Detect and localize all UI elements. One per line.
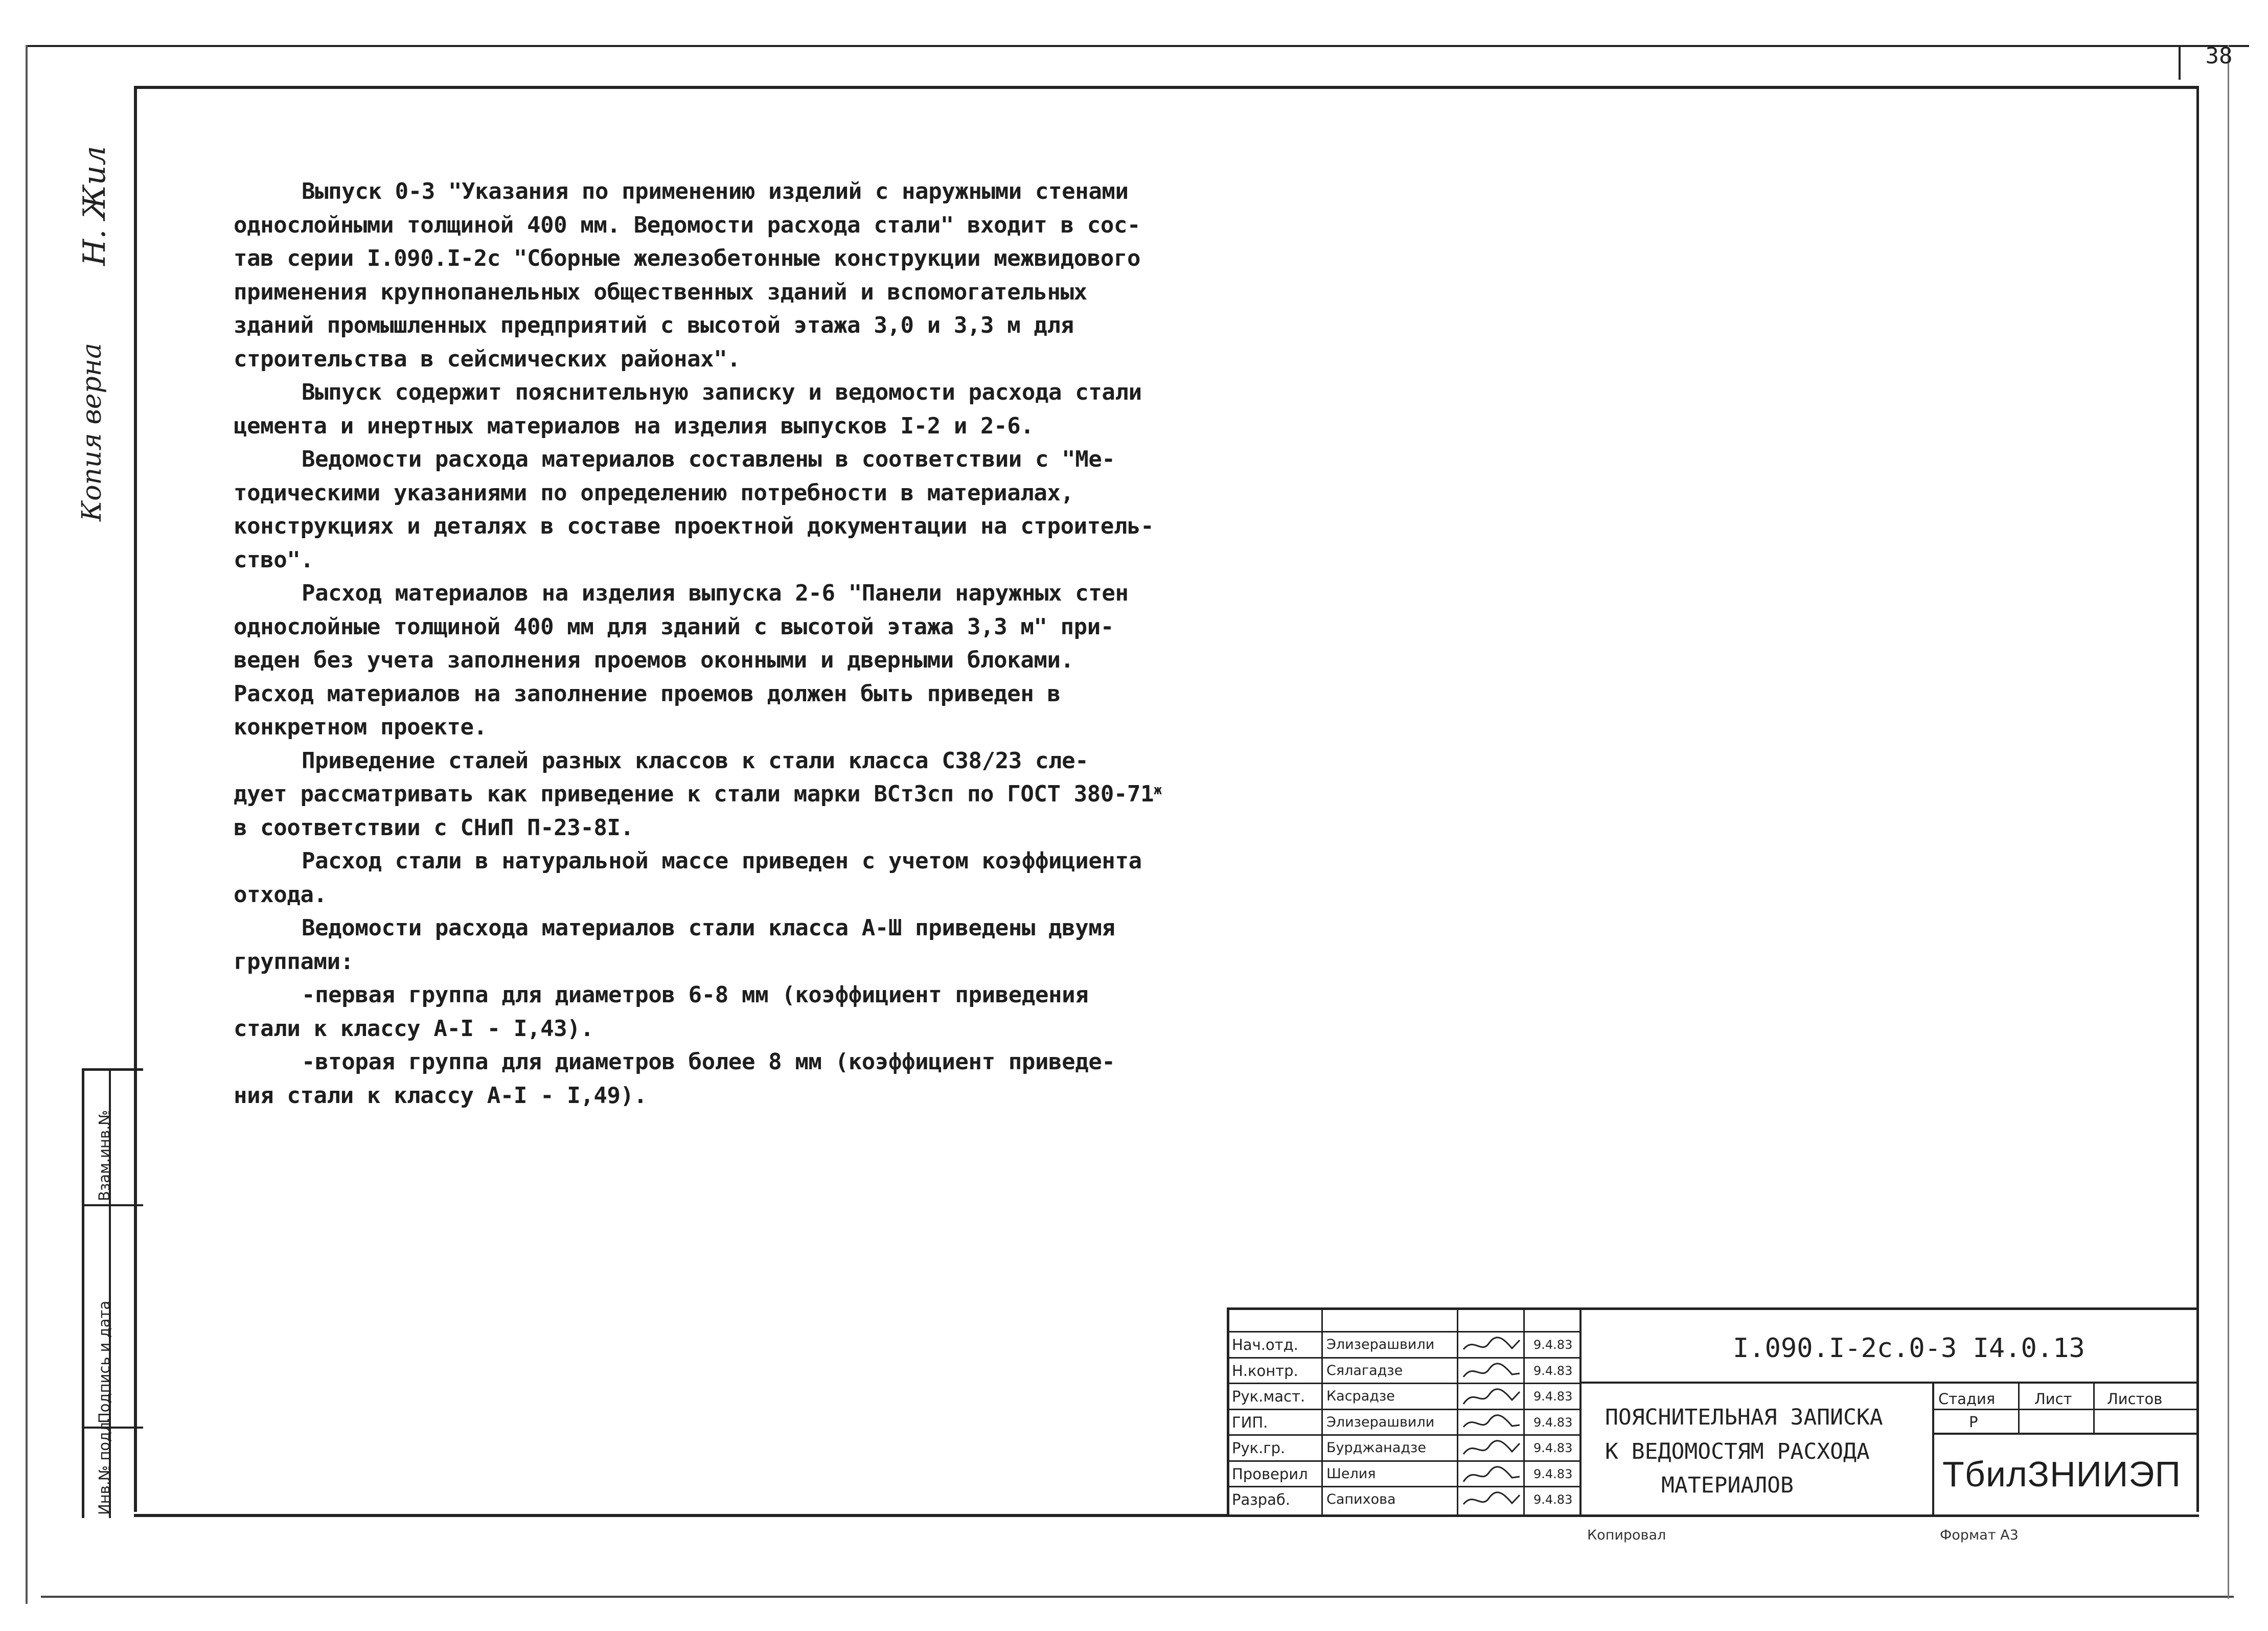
staff-role: Разраб. <box>1232 1491 1290 1508</box>
outer-frame-top <box>26 45 2249 47</box>
staff-date: 9.4.83 <box>1533 1338 1573 1352</box>
staff-date: 9.4.83 <box>1533 1492 1573 1507</box>
staff-date: 9.4.83 <box>1533 1441 1573 1455</box>
tb-title-sep <box>1932 1384 1934 1514</box>
tb-stage-col1 <box>2018 1384 2020 1433</box>
text-line: отхода. <box>234 881 327 908</box>
staff-row-line <box>1227 1357 1582 1359</box>
page-number-divider <box>2179 47 2181 80</box>
signature-scribble <box>1461 1386 1522 1409</box>
staff-role: Рук.маст. <box>1232 1388 1305 1405</box>
staff-row-line <box>1227 1486 1582 1487</box>
text-line: тодическими указаниями по определению потребности в материалах, <box>234 479 1074 506</box>
side-cell-original <box>84 1417 143 1518</box>
staff-name: Элизерашвили <box>1326 1337 1435 1352</box>
signature-scribble <box>1461 1437 1522 1461</box>
text-line: зданий промышленных предприятий с высотой этажа 3,0 и 3,3 м для <box>234 312 1074 338</box>
format-label: Формат А3 <box>1940 1527 2019 1543</box>
staff-name: Бурджанадзе <box>1326 1440 1427 1456</box>
staff-role: ГИП. <box>1232 1413 1268 1431</box>
text-line: ния стали к классу А-I - I,49). <box>234 1082 647 1109</box>
staff-date: 9.4.83 <box>1533 1389 1573 1404</box>
tb-stage-sep <box>1934 1433 2199 1435</box>
text-line: Ведомости расхода материалов стали класса А-Ш приведены двумя <box>302 915 1115 941</box>
staff-role: Рук.гр. <box>1232 1439 1286 1457</box>
text-line: тав серии I.090.I-2с "Сборные железобетонные конструкции межвидового <box>234 245 1141 271</box>
frame-bottom-line <box>134 1514 1229 1517</box>
staff-date: 9.4.83 <box>1533 1363 1573 1378</box>
signature-scribble <box>1461 1489 1522 1512</box>
text-line: -первая группа для диаметров 6-8 мм (коэффициент приведения <box>302 982 1089 1008</box>
outer-frame-right <box>2228 45 2229 1599</box>
margin-signature-2: Копия верна <box>77 342 107 521</box>
tb-stage-col2 <box>2093 1384 2095 1433</box>
staff-role: Н.контр. <box>1232 1362 1298 1380</box>
staff-name: Сялагадзе <box>1326 1362 1403 1379</box>
signature-scribble <box>1461 1463 1522 1487</box>
text-line: строительства в сейсмических районах". <box>234 346 741 372</box>
text-line: Ведомости расхода материалов составлены в соответствии с "Ме- <box>302 446 1115 472</box>
staff-role: Нач.отд. <box>1232 1336 1298 1353</box>
tb-bottom <box>1227 1514 2199 1517</box>
text-line: -вторая группа для диаметров более 8 мм (коэффициент приведе- <box>302 1049 1115 1075</box>
tb-stage-header-sep <box>1934 1409 2199 1410</box>
staff-name: Касрадзе <box>1326 1388 1395 1404</box>
signature-date-label: Подпись и дата <box>96 1300 113 1423</box>
text-line: Расход стали в натуральной массе приведен с учетом коэффициента <box>302 848 1142 874</box>
staff-row-line <box>1227 1460 1582 1462</box>
staff-date: 9.4.83 <box>1533 1415 1573 1430</box>
staff-row-line <box>1227 1331 1582 1333</box>
page-number: 38 <box>2205 43 2233 69</box>
organization-name: ТбилЗНИИЭП <box>1942 1454 2181 1494</box>
stage-value: Р <box>1969 1413 1978 1431</box>
text-line: конструкциях и деталях в составе проектной документации на строитель- <box>234 513 1154 539</box>
staff-name: Шелия <box>1326 1465 1376 1482</box>
copied-label: Копировал <box>1587 1527 1666 1543</box>
signature-scribble <box>1461 1334 1522 1358</box>
staff-row-line <box>1227 1409 1582 1410</box>
tb-top <box>1227 1307 2199 1310</box>
text-line: Выпуск 0-3 "Указания по применению изделий с наружными стенами <box>302 178 1129 204</box>
text-line: однослойные толщиной 400 мм для зданий с высотой этажа 3,3 м" при- <box>234 613 1114 640</box>
staff-name: Элизерашвили <box>1326 1414 1435 1430</box>
side-cell-signature <box>84 1206 143 1429</box>
tb-designation-sep <box>1582 1382 2199 1384</box>
text-line: дует рассматривать как приведение к стали марки ВСт3сп по ГОСТ $380-71^ж$ <box>234 781 1162 807</box>
text-line: группами: <box>234 948 354 975</box>
signature-scribble <box>1461 1360 1522 1384</box>
staff-row-line <box>1227 1434 1582 1436</box>
text-line: однослойными толщиной 400 мм. Ведомости расхода стали" входит в сос- <box>234 212 1141 238</box>
staff-name: Сапихова <box>1326 1491 1396 1507</box>
text-line: ство". <box>234 546 314 573</box>
text-line: Расход материалов на изделия выпуска 2-6 "Панели наружных стен <box>302 580 1129 606</box>
explanatory-note-text <box>234 175 1235 1112</box>
text-line: в соответствии с СНиП П-23-8I. <box>234 814 634 841</box>
staff-role: Проверил <box>1232 1465 1308 1483</box>
title-line-2: К ВЕДОМОСТЯМ РАСХОДА <box>1605 1439 1870 1464</box>
side-cell-replacement <box>84 1071 143 1206</box>
text-line: Выпуск содержит пояснительную записку и ведомости расхода стали <box>302 379 1142 405</box>
text-line: Расход материалов на заполнение проемов должен быть приведен в <box>234 680 1061 707</box>
outer-frame-left <box>26 45 28 1604</box>
designation-code: I.090.I-2с.0-3 I4.0.13 <box>1733 1333 2085 1364</box>
title-line-3: МАТЕРИАЛОВ <box>1661 1473 1794 1498</box>
outer-frame-bottom <box>41 1596 2234 1598</box>
staff-date: 9.4.83 <box>1533 1466 1573 1481</box>
margin-signature-1: Н. Жил <box>77 146 112 266</box>
text-line: конкретном проекте. <box>234 714 487 740</box>
stage-header: Стадия <box>1938 1390 1996 1408</box>
text-line: цемента и инертных материалов на изделия выпусков I-2 и 2-6. <box>234 412 1034 439</box>
sheets-header: Листов <box>2107 1390 2163 1408</box>
original-inv-label: Инв.№ подл. <box>96 1417 113 1515</box>
side-stamp <box>82 1068 143 1518</box>
signature-scribble <box>1461 1412 1522 1435</box>
staff-row-line <box>1227 1383 1582 1384</box>
title-block <box>1227 1307 2199 1517</box>
text-line: Приведение сталей разных классов к стали класса С38/23 сле- <box>302 747 1089 774</box>
replacement-inv-label: Взам.инв.№ <box>96 1110 113 1201</box>
text-line: веден без учета заполнения проемов оконными и дверными блоками. <box>234 647 1074 673</box>
superscript-mark: ж <box>1154 783 1162 798</box>
title-line-1: ПОЯСНИТЕЛЬНАЯ ЗАПИСКА <box>1605 1405 1883 1430</box>
text-line: применения крупнопанельных общественных зданий и вспомогательных <box>234 279 1087 305</box>
sheet-header: Лист <box>2034 1390 2072 1408</box>
text-line: стали к классу А-I - I,43). <box>234 1015 594 1042</box>
